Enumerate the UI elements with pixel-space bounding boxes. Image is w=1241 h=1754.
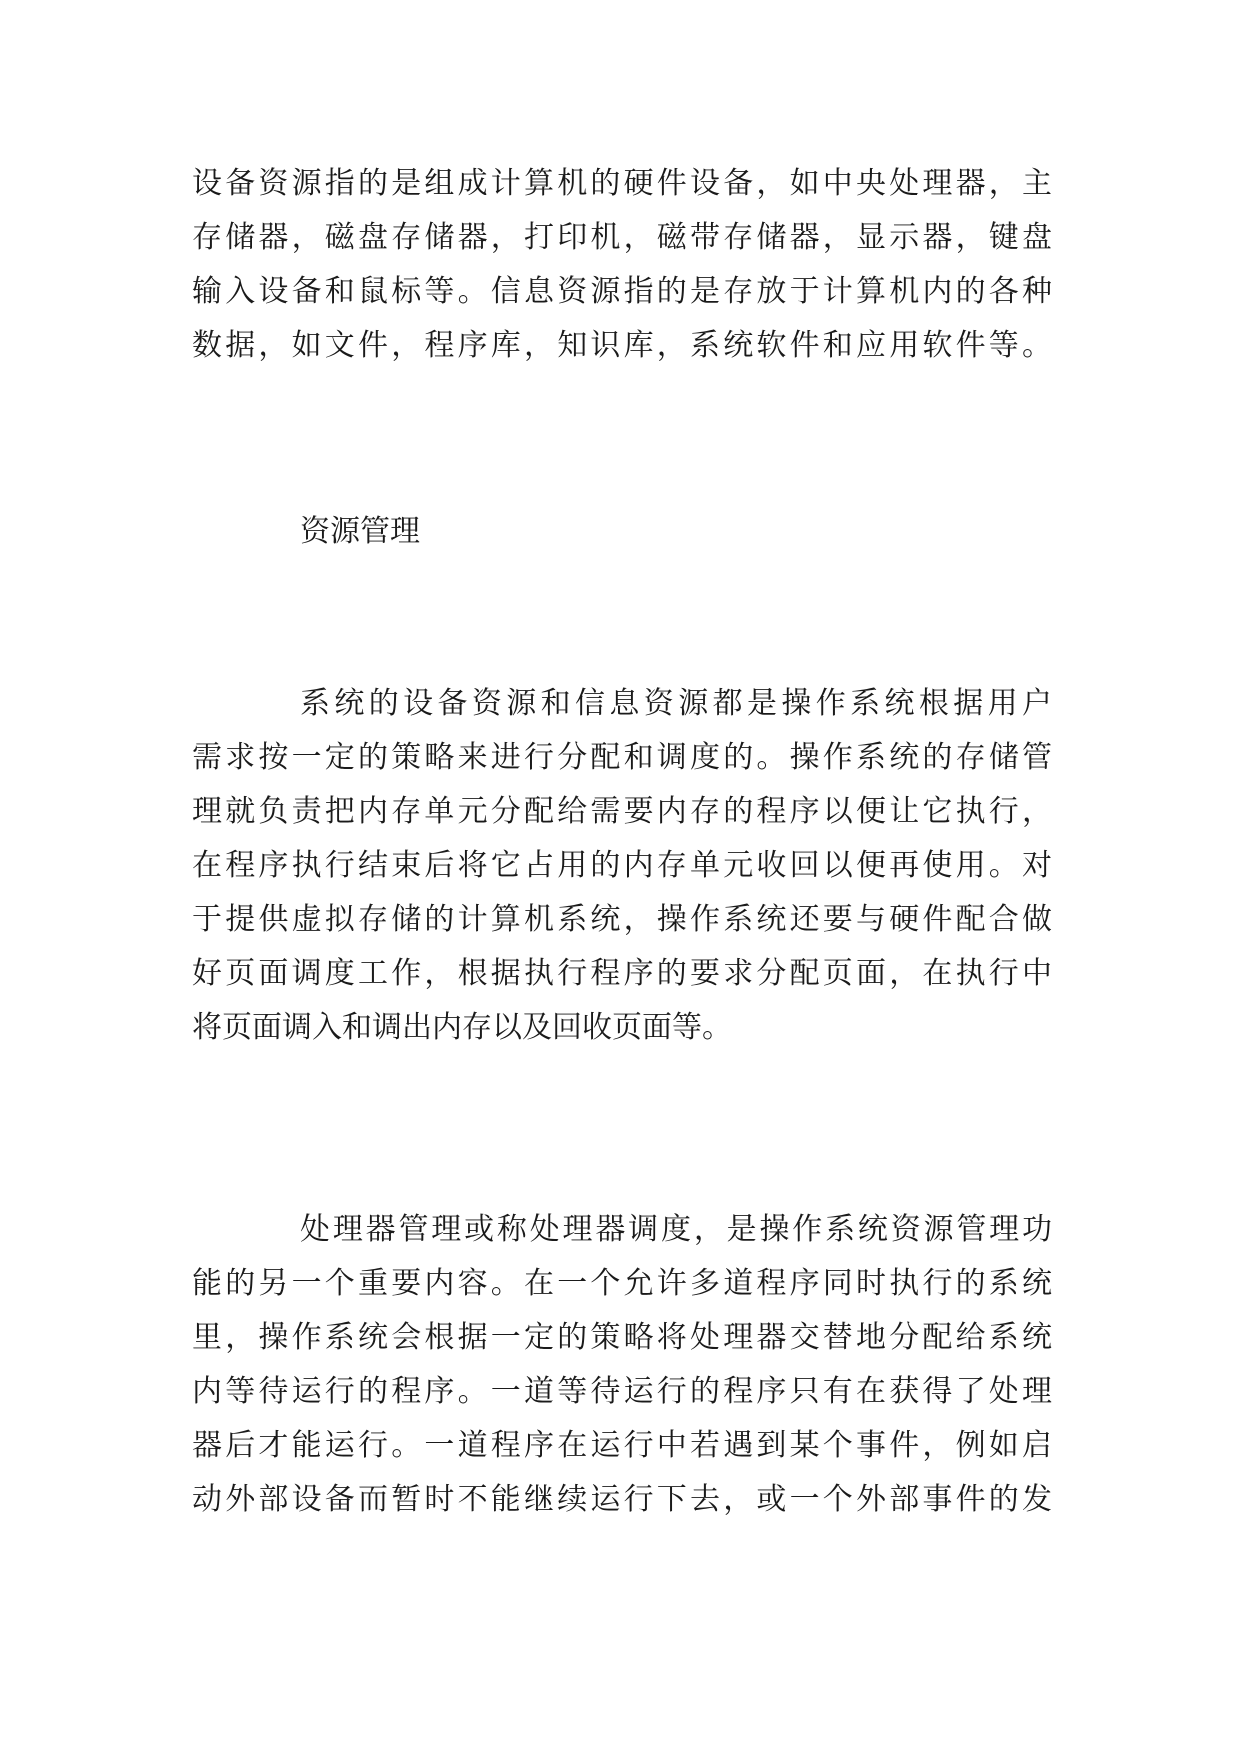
paragraph-line: 里，操作系统会根据一定的策略将处理器交替地分配给系统 <box>192 1320 1052 1355</box>
paragraph-line: 系统的设备资源和信息资源都是操作系统根据用户 <box>300 686 1052 721</box>
paragraph-line: 理就负责把内存单元分配给需要内存的程序以便让它执行， <box>192 794 1052 829</box>
paragraph-line: 将页面调入和调出内存以及回收页面等。 <box>192 1010 732 1045</box>
paragraph-line: 输入设备和鼠标等。信息资源指的是存放于计算机内的各种 <box>192 274 1052 309</box>
paragraph-line: 数据，如文件，程序库，知识库，系统软件和应用软件等。 <box>192 328 1052 363</box>
paragraph-line: 需求按一定的策略来进行分配和调度的。操作系统的存储管 <box>192 740 1052 775</box>
paragraph-line: 设备资源指的是组成计算机的硬件设备，如中央处理器，主 <box>192 166 1052 201</box>
paragraph-line: 处理器管理或称处理器调度，是操作系统资源管理功 <box>300 1212 1052 1247</box>
section-heading: 资源管理 <box>300 514 420 549</box>
paragraph-line: 器后才能运行。一道程序在运行中若遇到某个事件，例如启 <box>192 1428 1052 1463</box>
paragraph-line: 存储器，磁盘存储器，打印机，磁带存储器，显示器，键盘 <box>192 220 1052 255</box>
paragraph-line: 于提供虚拟存储的计算机系统，操作系统还要与硬件配合做 <box>192 902 1052 937</box>
paragraph-line: 动外部设备而暂时不能继续运行下去，或一个外部事件的发 <box>192 1482 1052 1517</box>
paragraph-line: 在程序执行结束后将它占用的内存单元收回以便再使用。对 <box>192 848 1052 883</box>
paragraph-line: 能的另一个重要内容。在一个允许多道程序同时执行的系统 <box>192 1266 1052 1301</box>
paragraph-line: 好页面调度工作，根据执行程序的要求分配页面，在执行中 <box>192 956 1052 991</box>
paragraph-line: 内等待运行的程序。一道等待运行的程序只有在获得了处理 <box>192 1374 1052 1409</box>
